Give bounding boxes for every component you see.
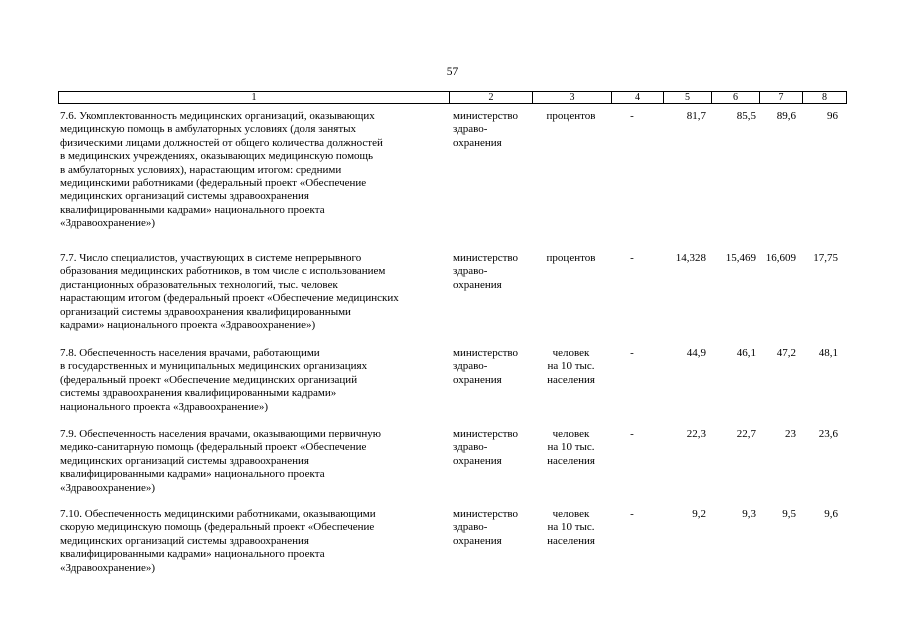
value-col-6: 9,3 <box>742 508 756 520</box>
value-col-6: 15,469 <box>725 252 756 264</box>
base-value: - <box>630 508 634 520</box>
header-col-3: 3 <box>569 92 575 103</box>
value-col-5: 9,2 <box>692 508 706 520</box>
value-col-7: 16,609 <box>765 252 796 264</box>
table-header <box>58 91 847 104</box>
responsible-org: министерство здраво- охранения <box>453 110 519 149</box>
value-col-6: 85,5 <box>736 110 756 122</box>
value-col-6: 46,1 <box>736 347 756 359</box>
header-col-4: 4 <box>635 92 640 103</box>
page-number: 57 <box>446 66 459 78</box>
base-value: - <box>630 347 634 359</box>
header-col-5: 5 <box>685 92 690 103</box>
base-value: - <box>630 252 634 264</box>
value-col-8: 9,6 <box>824 508 838 520</box>
indicator-name: 7.10. Обеспеченность медицинскими работниками, оказывающими скорую медицинскую помощь (федеральный проект «Обеспечение медицинских организаций системы здравоохранения квалифицированными кадрами» национального проекта «Здравоохранение») <box>60 508 376 574</box>
value-col-8: 17,75 <box>813 252 838 264</box>
base-value: - <box>630 110 634 122</box>
value-col-7: 89,6 <box>776 110 796 122</box>
responsible-org: министерство здраво- охранения <box>453 428 519 467</box>
indicator-name: 7.9. Обеспеченность населения врачами, оказывающими первичную медико-санитарную помощь (федеральный проект «Обеспечение медицинских организаций системы здравоохранения квалифицированными кадрами» национального проекта «Здравоохранение») <box>60 428 382 494</box>
indicator-name: 7.7. Число специалистов, участвующих в системе непрерывного образования медицинских работников, в том числе с использованием дистанционных образовательных технологий, тыс. человек нарастающим итогом (федеральный проект «Обеспечение медицинских организаций системы здравоохранения квалифицированными кадрами» национального проекта «Здравоохранение») <box>60 252 399 332</box>
responsible-org: министерство здраво- охранения <box>453 347 519 386</box>
value-col-7: 9,5 <box>782 508 796 520</box>
unit-of-measure: человек на 10 тыс. населения <box>547 347 595 386</box>
indicator-name: 7.8. Обеспеченность населения врачами, работающими в государственных и муниципальных медицинских организациях (федеральный проект «Обеспечение медицинских организаций системы здравоохранения квалифицированными кадрами» национального проекта «Здравоохранение») <box>60 347 368 413</box>
value-col-7: 47,2 <box>776 347 796 359</box>
unit-of-measure: процентов <box>546 252 596 264</box>
base-value: - <box>630 428 634 440</box>
value-col-5: 44,9 <box>686 347 706 359</box>
responsible-org: министерство здраво- охранения <box>453 252 519 291</box>
indicator-name: 7.6. Укомплектованность медицинских организаций, оказывающих медицинскую помощь в амбулаторных условиях (доля занятых физическими лицами должностей от общего количества должностей в медицинских учреждениях, оказывающих медицинскую помощь в амбулаторных условиях), нарастающим итогом: средними медицинскими работниками (федеральный проект «Обеспечение медицинских организаций системы здравоохранения квалифицированными кадрами» национального проекта «Здравоохранение») <box>60 110 383 230</box>
unit-of-measure: человек на 10 тыс. населения <box>547 428 595 467</box>
responsible-org: министерство здраво- охранения <box>453 508 519 547</box>
header-col-7: 7 <box>778 92 784 103</box>
header-col-2: 2 <box>488 92 494 103</box>
value-col-8: 48,1 <box>818 347 838 359</box>
header-col-1: 1 <box>251 92 257 103</box>
value-col-7: 23 <box>785 428 796 440</box>
value-col-5: 22,3 <box>686 428 706 440</box>
value-col-5: 14,328 <box>675 252 706 264</box>
unit-of-measure: процентов <box>546 110 596 122</box>
unit-of-measure: человек на 10 тыс. населения <box>547 508 595 547</box>
value-col-8: 96 <box>827 110 838 122</box>
value-col-8: 23,6 <box>818 428 838 440</box>
header-col-8: 8 <box>822 92 827 103</box>
header-col-6: 6 <box>733 92 738 103</box>
value-col-5: 81,7 <box>686 110 706 122</box>
value-col-6: 22,7 <box>736 428 756 440</box>
